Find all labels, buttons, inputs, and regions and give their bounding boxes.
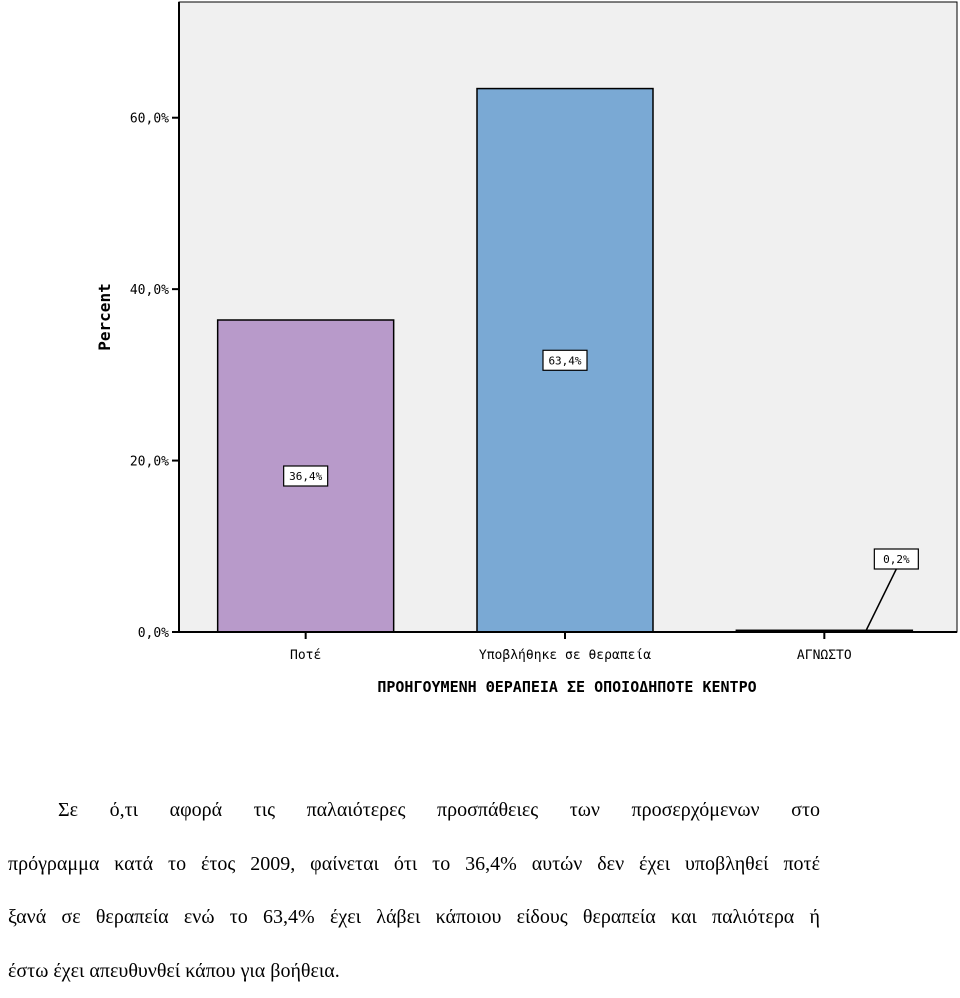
x-tick-label: Υποβλήθηκε σε θεραπεία <box>479 648 651 663</box>
data-label: 63,4% <box>548 354 581 367</box>
data-label: 0,2% <box>883 553 910 566</box>
y-tick-label: 0,0% <box>138 626 169 641</box>
y-axis-label: Percent <box>95 283 114 350</box>
y-tick-label: 40,0% <box>130 283 169 298</box>
y-axis <box>130 2 179 641</box>
x-axis-label: ΠΡΟΗΓΟΥΜΕΝΗ ΘΕΡΑΠΕΙΑ ΣΕ ΟΠΟΙΟΔΗΠΟΤΕ ΚΕΝΤΡΟ <box>377 678 756 696</box>
y-tick-label: 20,0% <box>130 455 169 470</box>
caption-line: Σε ό,τι αφορά τις παλαιότερες προσπάθειες των προσερχόμενων στο <box>8 784 820 838</box>
caption-text <box>8 784 820 998</box>
x-axis <box>179 632 957 663</box>
x-tick-label: ΑΓΝΩΣΤΟ <box>797 648 852 663</box>
caption-line: ξανά σε θεραπεία ενώ το 63,4% έχει λάβει κάποιου είδους θεραπεία και παλιότερα ή <box>8 891 820 945</box>
caption-line: πρόγραμμα κατά το έτος 2009, φαίνεται ότι το 36,4% αυτών δεν έχει υποβληθεί ποτέ <box>8 838 820 892</box>
data-label: 36,4% <box>289 470 322 483</box>
y-tick-label: 60,0% <box>130 112 169 127</box>
x-tick-label: Ποτέ <box>290 648 321 663</box>
caption-line: έστω έχει απευθυνθεί κάπου για βοήθεια. <box>8 945 820 998</box>
